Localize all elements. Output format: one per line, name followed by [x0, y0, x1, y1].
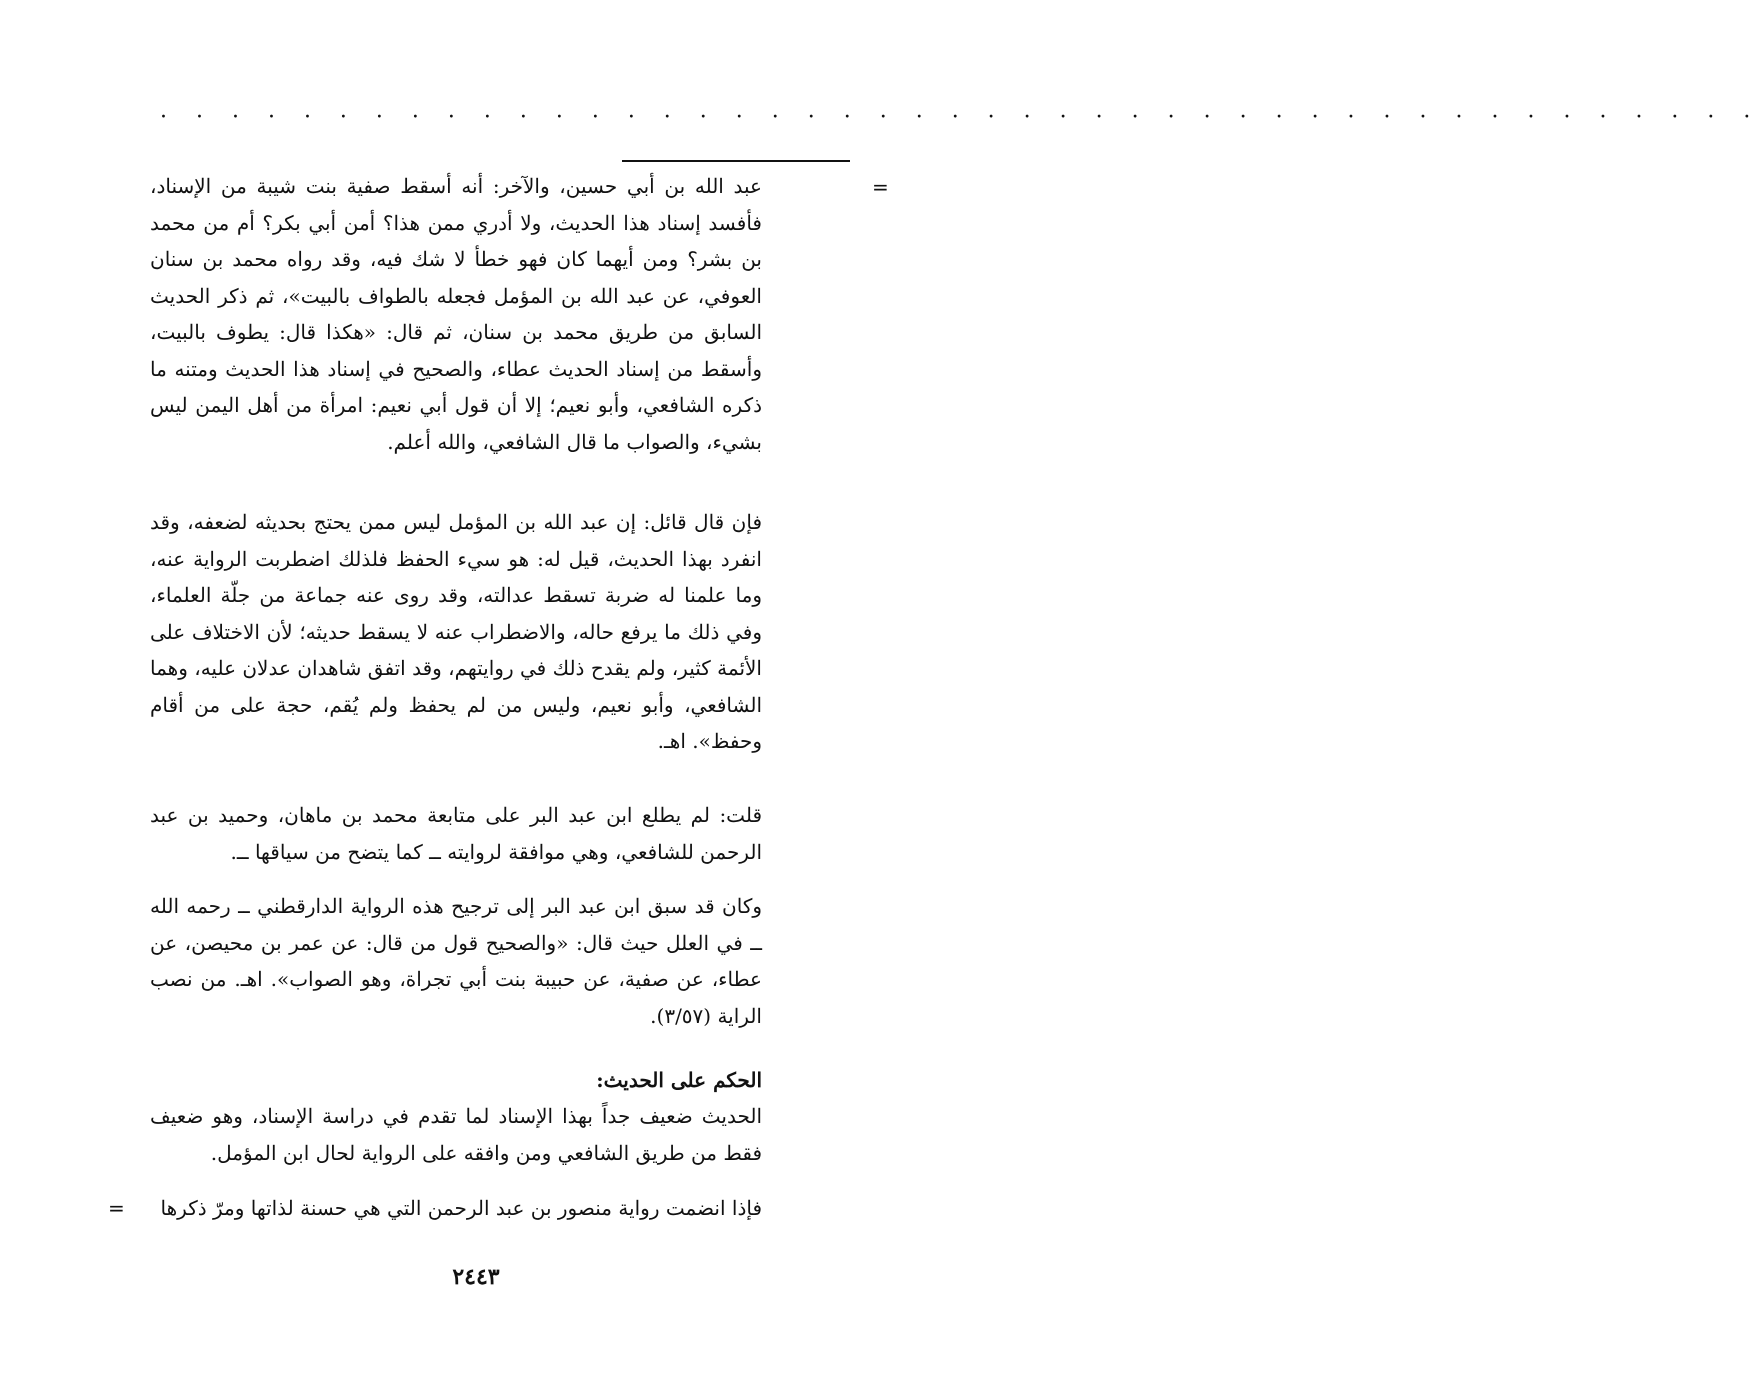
continuation-mark-top: = [872, 175, 889, 199]
footnote-rule [622, 160, 850, 162]
paragraph-objection-and-reply: فإن قال قائل: إن عبد الله بن المؤمل ليس ممن يحتج بحديثه لضعفه، وقد انفرد بهذا الحديث، قيل له: هو سيء الحفظ فلذلك اضطربت الرواية عنه، وما علمنا له ضربة تسقط عدالته، وقد روى عنه جماعة من جلّة العلماء، وفي ذلك ما يرفع حاله، والاضطراب عنه لا يسقط حديثه؛ لأن الاختلاف على الأئمة كثير، ولم يقدح ذلك في روايتهم، وقد اتفق شاهدان عدلان عليه، وهما الشافعي، وأبو نعيم، وليس من لم يحفظ ولم يُقم، حجة على من أقام وحفظ». اهـ. [150, 510, 763, 753]
paragraph-hadith-ruling: الحديث ضعيف جداً بهذا الإسناد لما تقدم في دراسة الإسناد، وهو ضعيف فقط من طريق الشافعي ومن وافقه على الرواية لحال ابن المؤمل. [150, 1104, 762, 1165]
paragraph-author-comment: قلت: لم يطلع ابن عبد البر على متابعة محمد بن ماهان، وحميد بن عبد الرحمن للشافعي، وهي موافقة لروايته ــ كما يتضح من سياقها ــ. [150, 803, 762, 864]
decorative-dotted-separator: · · · · · · · · · · · · · · · · · · · · · · · · · · · · · · · · · · · · · · · · · · · · · [160, 105, 1761, 130]
section-heading-hadith-ruling: الحكم على الحديث: [596, 1068, 762, 1092]
paragraph-ibn-abd-al-barr-quote-continued: عبد الله بن أبي حسين، والآخر: أنه أسقط صفية بنت شيبة من الإسناد، فأفسد إسناد هذا الحديث، ولا أدري ممن هذا؟ أمن أبي بكر؟ أم من محمد بن بشر؟ ومن أيهما كان فهو خطأ لا شك فيه، وقد رواه محمد بن سنان العوفي، عن عبد الله بن المؤمل فجعله بالطواف بالبيت»، ثم ذكر الحديث السابق من طريق محمد بن سنان، ثم قال: «هكذا قال: يطوف بالبيت، وأسقط من إسناد الحديث عطاء، والصحيح في إسناد هذا الحديث ومتنه ما ذكره الشافعي، وأبو نعيم؛ إلا أن قول أبي نعيم: امرأة من أهل اليمن ليس بشيء، والصواب ما قال الشافعي، والله أعلم. [150, 174, 762, 454]
page-number: ٢٤٤٣ [452, 1264, 500, 1290]
continuation-mark-bottom: = [108, 1196, 125, 1220]
paragraph-daraqutni-preference: وكان قد سبق ابن عبد البر إلى ترجيح هذه الرواية الدارقطني ــ رحمه الله ــ في العلل حيث قال: «والصحيح قول من قال: عن عمر بن محيصن، عن عطاء، عن صفية، عن حبيبة بنت أبي تجراة، وهو الصواب». اهـ. من نصب الراية (٣/٥٧). [150, 894, 762, 1028]
paragraph-continuation: فإذا انضمت رواية منصور بن عبد الرحمن التي هي حسنة لذاتها ومرّ ذكرها [160, 1196, 762, 1220]
